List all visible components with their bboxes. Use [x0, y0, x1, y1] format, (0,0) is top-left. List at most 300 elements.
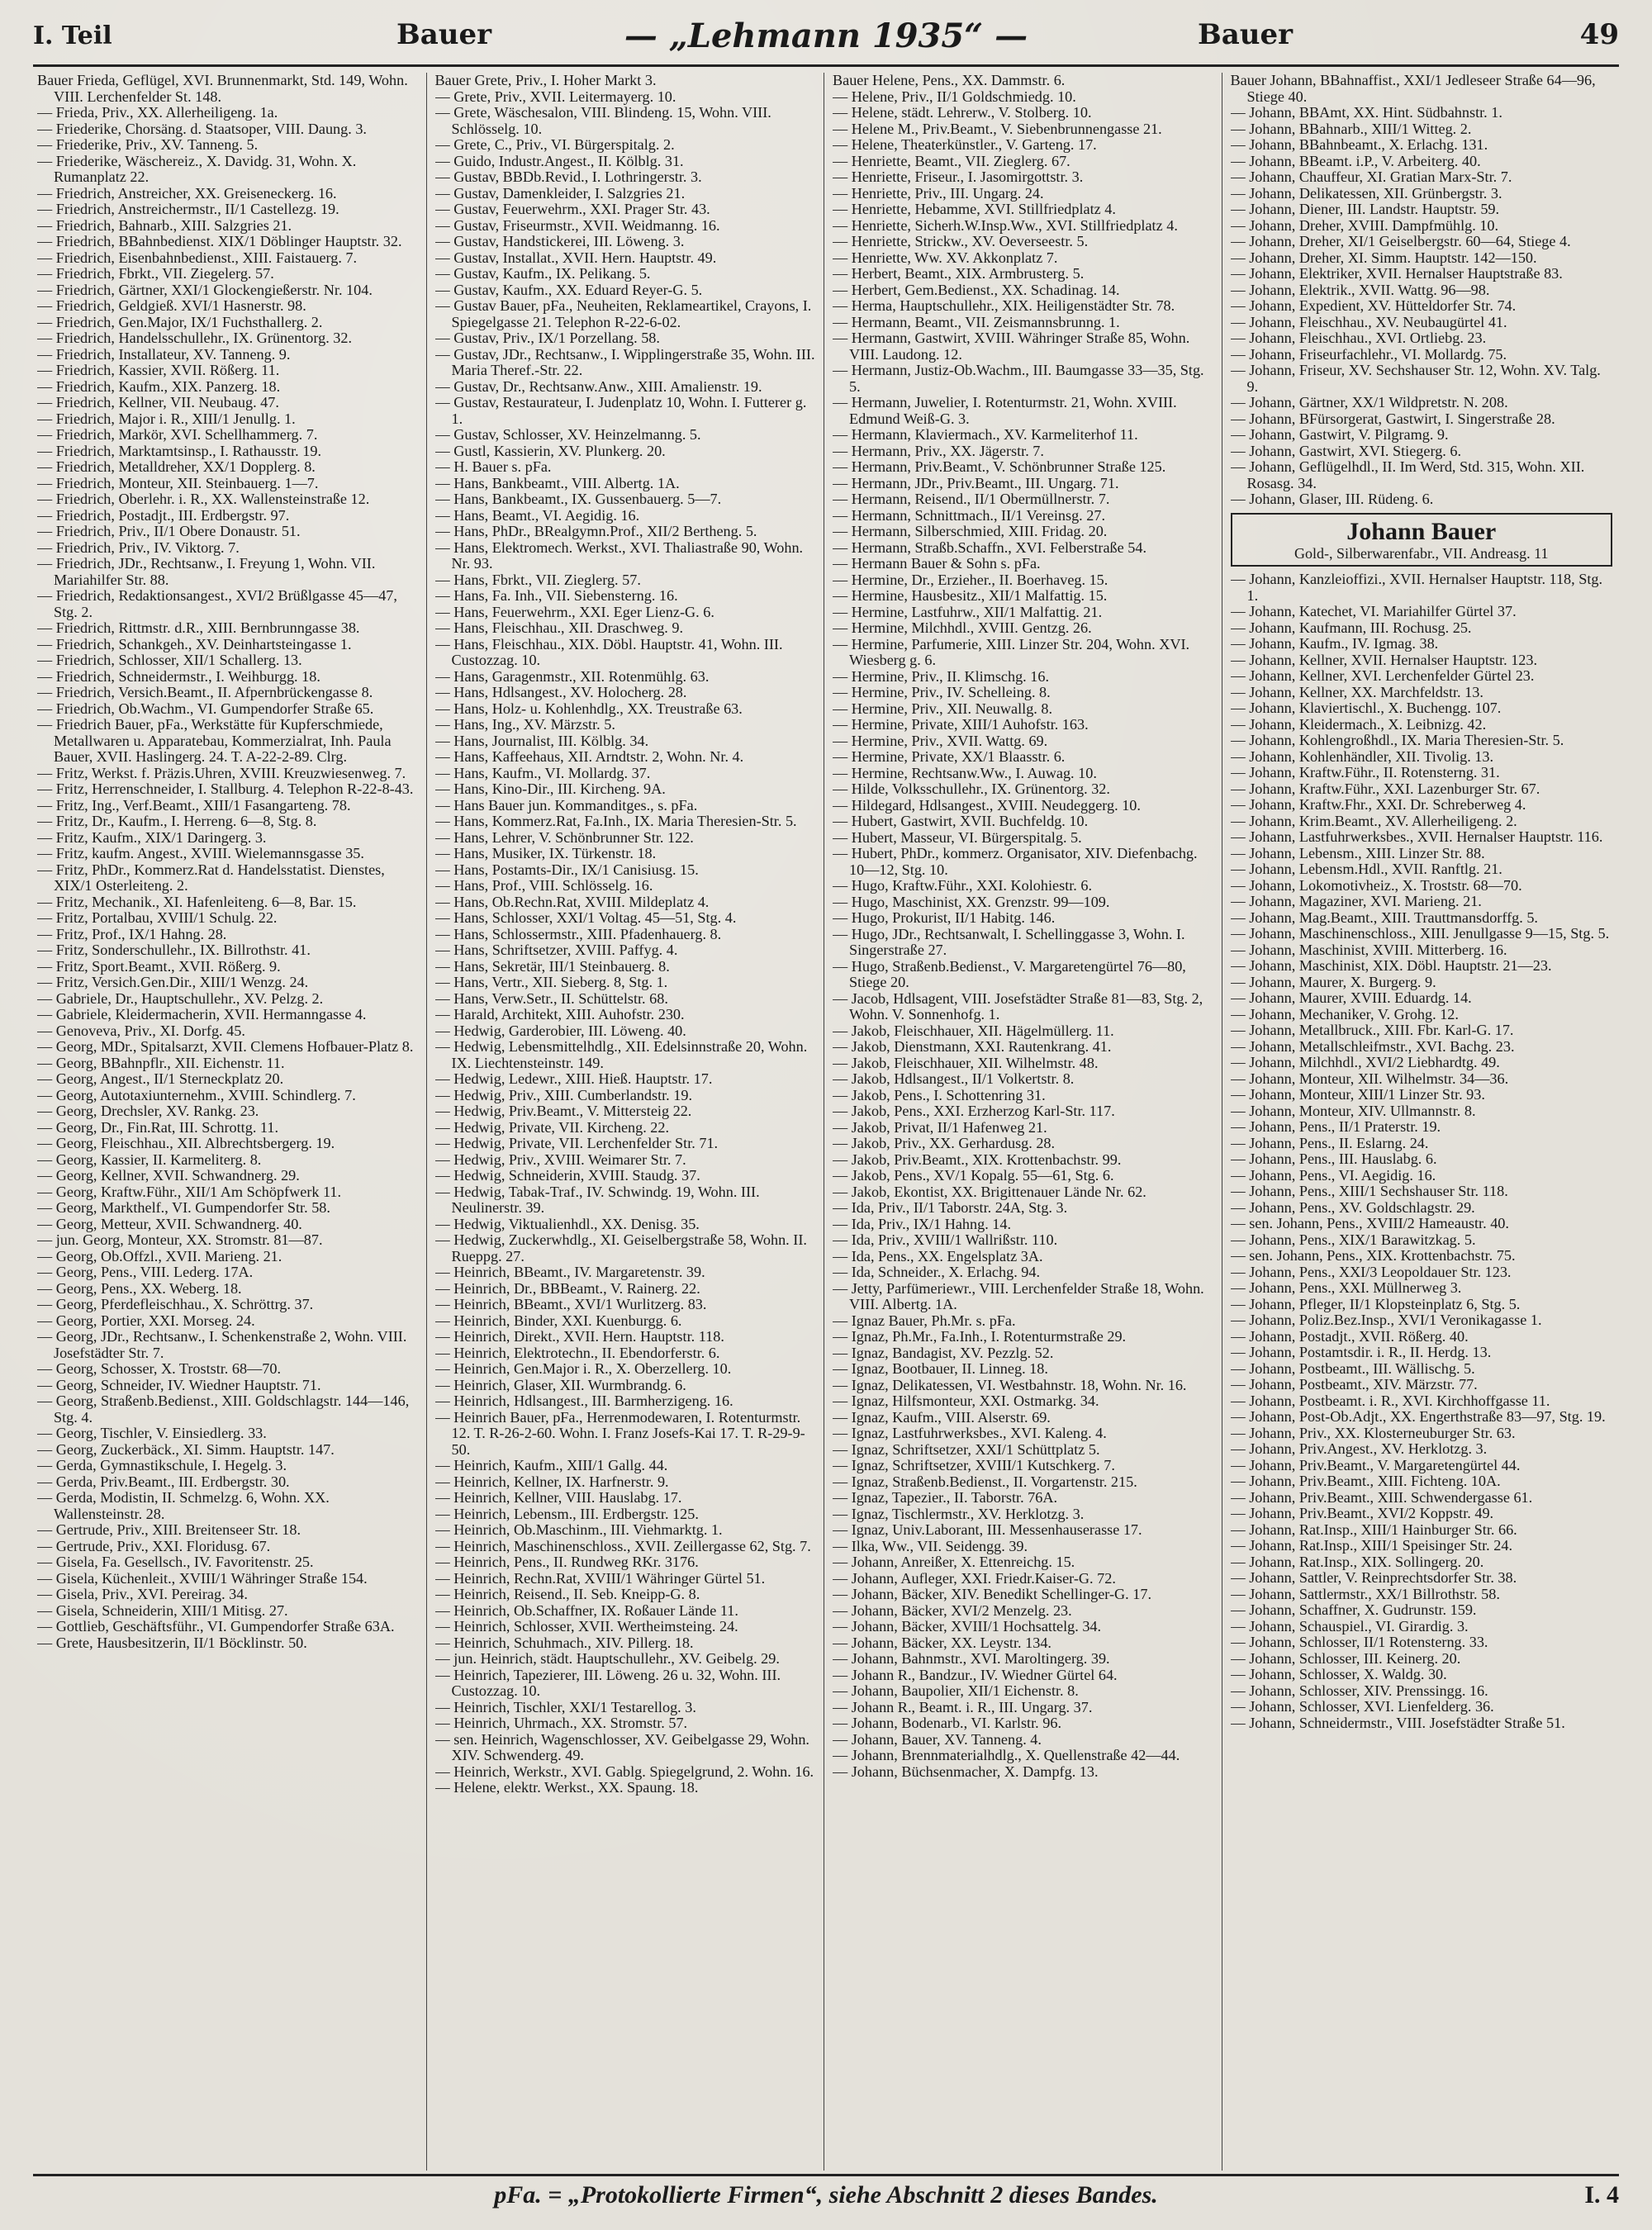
directory-entry: — Herbert, Beamt., XIX. Armbrusterg. 5. [833, 265, 1085, 282]
directory-entry: — Gustav, Kaufm., XX. Eduard Reyer-G. 5. [434, 281, 703, 298]
directory-entry: Bauer Grete, Priv., I. Hoher Markt 3. [434, 73, 657, 88]
directory-entry: — Heinrich, Schlosser, XVII. Wertheimsteing. 24. [434, 1618, 738, 1635]
directory-entry: — Fritz, Sport.Beamt., XVII. Rößerg. 9. [37, 957, 281, 975]
directory-entry: — Henriette, Friseur., I. Jasomirgottstr. 3. [833, 168, 1084, 185]
directory-entry: — Heinrich, Tapezierer, III. Löweng. 26 u. 32, Wohn. III. Custozzag. 10. [434, 1666, 781, 1699]
directory-entry: — Hedwig, Ledewr., XIII. Hieß. Hauptstr. 17. [434, 1070, 713, 1087]
directory-entry: — Friedrich, Kaufm., XIX. Panzerg. 18. [37, 377, 281, 395]
directory-entry: — Johann, Brennmaterialhdlg., X. Quellenstraße 42—44. [833, 1747, 1180, 1763]
directory-entry: — Johann, BFürsorgerat, Gastwirt, I. Singerstraße 28. [1230, 410, 1555, 427]
section-label: I. Teil [33, 21, 112, 50]
directory-entry: — Herbert, Gem.Bedienst., XX. Schadinag. 14. [833, 281, 1120, 298]
directory-entry: — Hildegard, Hdlsangest., XVIII. Neudeggerg. 10. [833, 796, 1141, 814]
directory-entry: — sen. Johann, Pens., XVIII/2 Hameaustr. 40. [1230, 1215, 1509, 1231]
directory-entry: — Heinrich, Kellner, IX. Harfnerstr. 9. [434, 1473, 669, 1490]
directory-entry: — Fritz, Ing., Verf.Beamt., XIII/1 Fasangarteng. 78. [37, 796, 351, 814]
directory-entry: — Herma, Hauptschullehr., XIX. Heiligenstädter Str. 78. [833, 297, 1175, 314]
directory-entry: — Johann, Aufleger, XXI. Friedr.Kaiser-G. 72. [833, 1569, 1116, 1587]
directory-entry: — Hans, Kaufm., VI. Mollardg. 37. [434, 764, 651, 781]
sheet-signature: I. 4 [1584, 2181, 1619, 2209]
directory-entry: — Heinrich, Kaufm., XIII/1 Gallg. 44. [434, 1457, 668, 1473]
directory-entry: — Friedrich, Ob.Wachm., VI. Gumpendorfer Straße 65. [37, 700, 374, 717]
directory-entry: — Johann, Schaffner, X. Gudrunstr. 159. [1230, 1601, 1477, 1618]
directory-entry: — Gustav, Priv., IX/1 Porzellang. 58. [434, 330, 660, 346]
directory-entry: — Ida, Schneider., X. Erlachg. 94. [833, 1264, 1041, 1280]
directory-entry: — Fritz, PhDr., Kommerz.Rat d. Handelsstatist. Dienstes, XIX/1 Osterleiteng. 2. [37, 861, 385, 894]
directory-entry: — Hans, Prof., VIII. Schlösselg. 16. [434, 877, 653, 894]
directory-entry: — Gustav, Restaurateur, I. Judenplatz 10, Wohn. I. Futterer g. 1. [434, 394, 807, 427]
directory-entry: — Heinrich, Glaser, XII. Wurmbrandg. 6. [434, 1376, 686, 1393]
directory-entry: — Gustav, Damenkleider, I. Salzgries 21. [434, 184, 686, 202]
directory-entry: — Friedrich, Schankgeh., XV. Deinhartsteingasse 1. [37, 635, 352, 652]
directory-entry: — Georg, Kraftw.Führ., XII/1 Am Schöpfwerk 11. [37, 1183, 342, 1200]
directory-entry: — Johann, Bäcker, XX. Leystr. 134. [833, 1634, 1051, 1651]
directory-entry: — Gustav, BBDb.Revid., I. Lothringerstr. 3. [434, 168, 702, 185]
directory-entry: — Hedwig, Tabak-Traf., IV. Schwindg. 19, Wohn. III. Neulinerstr. 39. [434, 1183, 760, 1216]
directory-entry: — Georg, Tischler, V. Einsiedlerg. 33. [37, 1425, 267, 1441]
directory-entry: — Hermine, Dr., Erzieher., II. Boerhaveg. 15. [833, 571, 1108, 588]
directory-entry: — Johann, Bodenarb., VI. Karlstr. 96. [833, 1715, 1061, 1731]
directory-entry: — Ignaz Bauer, Ph.Mr. s. pFa. [833, 1312, 1016, 1329]
directory-entry: — Johann, Pens., XIX/1 Barawitzkag. 5. [1230, 1231, 1476, 1248]
directory-entry: — Hans, Fa. Inh., VII. Siebensterng. 16. [434, 587, 678, 604]
directory-entry: — Friedrich, Priv., II/1 Obere Donaustr. 51. [37, 523, 301, 539]
directory-entry: — Hermine, Priv., XVII. Wattg. 69. [833, 732, 1048, 749]
directory-entry: — Gabriele, Dr., Hauptschullehr., XV. Pelzg. 2. [37, 989, 324, 1007]
directory-entry: — Friedrich, Kassier, XVII. Rößerg. 11. [37, 362, 280, 378]
directory-entry: — Johann, Friseur, XV. Sechshauser Str. 12, Wohn. XV. Talg. 9. [1230, 362, 1601, 395]
directory-entry: — Johann, Rat.Insp., XIII/1 Speisinger Str. 24. [1230, 1537, 1512, 1554]
directory-entry: — Johann, Fleischhau., XVI. Ortliebg. 23. [1230, 330, 1487, 346]
directory-entry: — Johann, Geflügelhdl., II. Im Werd, Std. 315, Wohn. XII. Rosasg. 34. [1230, 458, 1585, 491]
running-name-left: Bauer [396, 18, 492, 51]
directory-entry: — Friederike, Priv., XV. Tanneng. 5. [37, 136, 259, 153]
directory-entry: — Hans, Postamts-Dir., IX/1 Canisiusg. 15. [434, 861, 699, 878]
directory-entry: — Johann, Kraftw.Führ., XXI. Lazenburger Str. 67. [1230, 780, 1540, 797]
directory-entry: — Helene, städt. Lehrerw., V. Stolberg. 10. [833, 104, 1092, 121]
directory-entry: — Hermine, Priv., IV. Schelleing. 8. [833, 684, 1051, 700]
directory-entry: — Johann, Maurer, XVIII. Eduardg. 14. [1230, 989, 1472, 1006]
directory-entry: — Johann, Priv.Beamt., XIII. Schwendergasse 61. [1230, 1488, 1533, 1506]
directory-entry: — Heinrich, Werkstr., XVI. Gablg. Spiegelgrund, 2. Wohn. 16. [434, 1763, 814, 1780]
directory-entry: — Johann, Schauspiel., VI. Girardig. 3. [1230, 1617, 1469, 1635]
directory-entry: — Johann, Priv., XX. Klosterneuburger Str. 63. [1230, 1424, 1516, 1441]
directory-entry: — Georg, Autotaxiunternehm., XVIII. Schindlerg. 7. [37, 1086, 356, 1103]
directory-entry: — Gisela, Küchenleit., XVIII/1 Währinger Straße 154. [37, 1569, 368, 1587]
directory-entry: — Hugo, Maschinist, XX. Grenzstr. 99—109. [833, 893, 1110, 910]
directory-entry: — Johann, Kellner, XVI. Lerchenfelder Gürtel 23. [1230, 667, 1535, 684]
directory-entry: — Hans, Lehrer, V. Schönbrunner Str. 122. [434, 828, 694, 846]
directory-entry: — Johann, Kraftw.Fhr., XXI. Dr. Schreberweg 4. [1230, 796, 1526, 813]
directory-entry: — Friedrich, Installateur, XV. Tanneng. 9. [37, 345, 291, 363]
directory-entry: — Johann, Delikatessen, XII. Grünbergstr. 3. [1230, 184, 1502, 202]
directory-entry: — Johann, Lebensm., XIII. Linzer Str. 88. [1230, 844, 1485, 861]
directory-entry: — Johann, Friseurfachlehr., VI. Mollardg. 75. [1230, 345, 1507, 363]
directory-entry: — Gisela, Priv., XVI. Pereirag. 34. [37, 1586, 248, 1602]
directory-entry: — Johann R., Beamt. i. R., III. Ungarg. 37. [833, 1698, 1093, 1715]
directory-entry: — Hermann, Justiz-Ob.Wachm., III. Baumgasse 33—35, Stg. 5. [833, 362, 1204, 395]
directory-entry: — Johann, Pens., VI. Aegidig. 16. [1230, 1166, 1436, 1184]
directory-entry: — Johann, Maschinenschloss., XIII. Jenullgasse 9—15, Stg. 5. [1230, 925, 1610, 942]
directory-entry: — Heinrich, Maschinenschloss., XVII. Zeillergasse 62, Stg. 7. [434, 1537, 811, 1554]
directory-entry: — Heinrich, Rechn.Rat, XVIII/1 Währinger Gürtel 51. [434, 1569, 766, 1587]
directory-entry: — Hans, Schlossermstr., XIII. Pfadenhauerg. 8. [434, 925, 722, 942]
directory-entry: — Johann, Anreißer, X. Ettenreichg. 15. [833, 1554, 1075, 1570]
directory-entry: — Georg, Schneider, IV. Wiedner Hauptstr. 71. [37, 1376, 321, 1393]
directory-entry: — Gustav, JDr., Rechtsanw., I. Wipplingerstraße 35, Wohn. III. Maria Theref.-Str. 22. [434, 345, 815, 378]
directory-entry: — Ignaz, Straßenb.Bedienst., II. Vorgartenstr. 215. [833, 1473, 1137, 1490]
directory-entry: — Hans, Vertr., XII. Sieberg. 8, Stg. 1. [434, 974, 668, 990]
directory-entry: — Georg, Markthelf., VI. Gumpendorfer Str. 58. [37, 1199, 330, 1216]
directory-entry: — Johann, Rat.Insp., XIII/1 Hainburger Str. 66. [1230, 1521, 1517, 1538]
directory-entry: — Hans, Musiker, IX. Türkenstr. 18. [434, 845, 657, 861]
directory-entry: — Helene, Priv., II/1 Goldschmiedg. 10. [833, 88, 1076, 105]
directory-entry: — Hedwig, Private, VII. Lerchenfelder Str. 71. [434, 1135, 719, 1151]
directory-entry: — Hans, Fbrkt., VII. Zieglerg. 57. [434, 571, 641, 588]
directory-entry: — Johann, Pfleger, II/1 Klopsteinplatz 6, Stg. 5. [1230, 1295, 1521, 1312]
footer-note: pFa. = „Protokollierte Firmen“, siehe Abschnitt 2 dieses Bandes. [494, 2181, 1158, 2209]
directory-entry: — Johann, Bahnmstr., XVI. Maroltingerg. 39. [833, 1650, 1110, 1667]
directory-entry: — Georg, Kassier, II. Karmeliterg. 8. [37, 1151, 262, 1168]
directory-entry: — Ignaz, Schriftsetzer, XVIII/1 Kutschkerg. 7. [833, 1457, 1115, 1473]
directory-entry: — Georg, Straßenb.Bedienst., XIII. Goldschlagstr. 144—146, Stg. 4. [37, 1393, 410, 1426]
column-1 [37, 73, 427, 2171]
directory-entry: — Hermine, Priv., II. Klimschg. 16. [833, 667, 1049, 685]
directory-entry: — Ignaz, Lastfuhrwerksbes., XVI. Kaleng. 4. [833, 1425, 1107, 1441]
boxed-advertisement [1231, 513, 1613, 567]
directory-entry: — Johann, Bauer, XV. Tanneng. 4. [833, 1730, 1042, 1748]
directory-entry: — Gabriele, Kleidermacherin, XVII. Hermanngasse 4. [37, 1006, 367, 1022]
directory-entry: — Johann, Maurer, X. Burgerg. 9. [1230, 973, 1436, 990]
directory-entry: — Johann, Monteur, XIV. Ullmannstr. 8. [1230, 1102, 1476, 1119]
directory-entry: — Johann, Pens., XXI/3 Leopoldauer Str. 123. [1230, 1263, 1512, 1280]
directory-entry: — Johann, Pens., XIII/1 Sechshauser Str. 118. [1230, 1183, 1508, 1199]
directory-entry: — Hermann, Gastwirt, XVIII. Währinger Straße 85, Wohn. VIII. Laudong. 12. [833, 330, 1190, 363]
directory-entry: — Johann, Elektrik., XVII. Wattg. 96—98. [1230, 281, 1490, 298]
directory-entry: — Henriette, Beamt., VII. Zieglerg. 67. [833, 152, 1070, 169]
directory-entry: — Gustav, Feuerwehrm., XXI. Prager Str. 43. [434, 201, 710, 217]
directory-entry: — Friedrich, Handelsschullehr., IX. Grünentorg. 32. [37, 330, 353, 346]
directory-entry: — Friedrich, JDr., Rechtsanw., I. Freyung 1, Wohn. VII. Mariahilfer Str. 88. [37, 555, 376, 588]
directory-entry: — Johann, Schneidermstr., VIII. Josefstädter Straße 51. [1230, 1714, 1565, 1731]
directory-entry: — Georg, Schosser, X. Troststr. 68—70. [37, 1360, 282, 1377]
directory-entry: — Gustav, Friseurmstr., XVII. Weidmanng. 16. [434, 216, 720, 234]
directory-entry: — Georg, Kellner, XVII. Schwandnerg. 29. [37, 1167, 300, 1184]
directory-entry: — Johann, Katechet, VI. Mariahilfer Gürtel 37. [1230, 603, 1517, 619]
directory-entry: — Johann, Lastfuhrwerksbes., XVII. Hernalser Hauptstr. 116. [1230, 828, 1603, 845]
directory-entry: — Friedrich, Gen.Major, IX/1 Fuchsthallerg. 2. [37, 313, 323, 330]
directory-entry: — Johann, Rat.Insp., XIX. Sollingerg. 20. [1230, 1553, 1484, 1570]
directory-entry: — Hubert, PhDr., kommerz. Organisator, XIV. Diefenbachg. 10—12, Stg. 10. [833, 845, 1198, 878]
directory-entry: — Hermann, Silberschmied, XIII. Fridag. 20. [833, 523, 1108, 539]
directory-entry: — Johann, Gastwirt, XVI. Stiegerg. 6. [1230, 442, 1462, 459]
directory-entry: — Ignaz, Ph.Mr., Fa.Inh., I. Rotenturmstraße 29. [833, 1328, 1127, 1345]
directory-entry: — Henriette, Hebamme, XVI. Stillfriedplatz 4. [833, 201, 1116, 217]
directory-entry: — Georg, Pens., XX. Weberg. 18. [37, 1279, 242, 1297]
directory-entry: — Hans, Bankbeamt., VIII. Albertg. 1A. [434, 474, 680, 491]
directory-entry: — Hermine, Private, XX/1 Blaasstr. 6. [833, 748, 1066, 765]
directory-entry: — Ignaz, Bandagist, XV. Pezzlg. 52. [833, 1344, 1054, 1361]
directory-entry: — Hermine, Rechtsanw.Ww., I. Auwag. 10. [833, 764, 1097, 781]
directory-entry: — Friedrich, Oberlehr. i. R., XX. Wallensteinstraße 12. [37, 491, 370, 507]
directory-entry: — Ilka, Ww., VII. Seidengg. 39. [833, 1537, 1028, 1554]
directory-entry: — Hermine, Lastfuhrw., XII/1 Malfattig. 21. [833, 603, 1103, 620]
directory-entry: — Johann, Postbeamt., III. Wällischg. 5. [1230, 1359, 1475, 1377]
directory-entry: — Friedrich, Rittmstr. d.R., XIII. Bernbrunngasse 38. [37, 619, 360, 636]
directory-entry: — Ida, Pens., XX. Engelsplatz 3A. [833, 1247, 1043, 1264]
directory-entry: — Hans, Ob.Rechn.Rat, XVIII. Mildeplatz 4. [434, 893, 710, 910]
directory-entry: — Gisela, Fa. Gesellsch., IV. Favoritenstr. 25. [37, 1554, 314, 1570]
directory-entry: — Hermann, JDr., Priv.Beamt., III. Ungarg. 71. [833, 474, 1119, 491]
header-rule [33, 64, 1619, 67]
directory-entry: — Fritz, Werkst. f. Präzis.Uhren, XVIII. Kreuzwiesenweg. 7. [37, 764, 406, 781]
directory-entry: — Hans, Kommerz.Rat, Fa.Inh., IX. Maria Theresien-Str. 5. [434, 813, 797, 829]
directory-entry: — Johann, Chauffeur, XI. Gratian Marx-Str. 7. [1230, 168, 1512, 185]
directory-entry: — Hans, Beamt., VI. Aegidig. 16. [434, 506, 640, 524]
directory-entry: — Gerda, Gymnastikschule, I. Hegelg. 3. [37, 1457, 287, 1473]
directory-entry: — Johann, Büchsenmacher, X. Dampfg. 13. [833, 1763, 1099, 1780]
directory-entry: — Johann, Kohlengroßhdl., IX. Maria Theresien-Str. 5. [1230, 732, 1564, 748]
directory-entry: — Jakob, Pens., XXI. Erzherzog Karl-Str. 117. [833, 1103, 1115, 1119]
directory-entry: — Johann, Gärtner, XX/1 Wildpretstr. N. 208. [1230, 394, 1508, 410]
directory-entry: — Johann, BBahnarb., XIII/1 Witteg. 2. [1230, 120, 1472, 137]
directory-entry: — Georg, Pens., VIII. Lederg. 17A. [37, 1264, 254, 1280]
directory-entry: — Johann, Postbeamt., XIV. Märzstr. 77. [1230, 1376, 1478, 1393]
directory-entry: — Johann, Kaufmann, III. Rochusg. 25. [1230, 619, 1472, 636]
directory-entry: — Johann, Post-Ob.Adjt., XX. Engerthstraße 83—97, Stg. 19. [1230, 1408, 1606, 1425]
directory-entry: — Gerda, Priv.Beamt., III. Erdbergstr. 30. [37, 1473, 290, 1490]
directory-entry: — Johann R., Bandzur., IV. Wiedner Gürtel 64. [833, 1666, 1118, 1683]
page-header [33, 17, 1619, 58]
directory-entry: — Hedwig, Garderobier, III. Löweng. 40. [434, 1022, 686, 1039]
directory-entry: — Johann, Pens., XV. Goldschlagstr. 29. [1230, 1198, 1475, 1216]
directory-entry: Bauer Johann, BBahnaffist., XXI/1 Jedleseer Straße 64—96, Stiege 40. [1230, 73, 1596, 105]
directory-entry: — Hans, Holz- u. Kohlenhdlg., XX. Treustraße 63. [434, 700, 743, 717]
directory-entry: — Hermann, Priv., XX. Jägerstr. 7. [833, 442, 1044, 459]
directory-entry: — Jakob, Pens., I. Schottenring 31. [833, 1086, 1046, 1103]
directory-entry: — Hans Bauer jun. Kommanditges., s. pFa. [434, 796, 698, 814]
directory-entry: — Johann, Kellner, XVII. Hernalser Hauptstr. 123. [1230, 651, 1538, 668]
directory-entry: — Johann, Kohlenhändler, XII. Tivolig. 13. [1230, 747, 1494, 765]
directory-entry: — Hermine, Hausbesitz., XII/1 Malfattig. 15. [833, 587, 1108, 604]
directory-entry: — Heinrich, Direkt., XVII. Hern. Hauptstr. 118. [434, 1328, 724, 1345]
directory-entry: — Johann, Lebensm.Hdl., XVII. Ranftlg. 21. [1230, 861, 1502, 877]
directory-entry: — Hans, Schlosser, XXI/1 Voltag. 45—51, Stg. 4. [434, 909, 737, 926]
directory-entry: — Georg, Zuckerbäck., XI. Simm. Hauptstr. 147. [37, 1440, 335, 1458]
directory-entry: — Johann, Dreher, XI/1 Geiselbergstr. 60—64, Stiege 4. [1230, 233, 1571, 249]
directory-entry: — Heinrich, BBeamt., IV. Margaretenstr. 39. [434, 1264, 705, 1280]
directory-entry: — Georg, Ob.Offzl., XVII. Marieng. 21. [37, 1247, 282, 1264]
directory-entry: — Harald, Architekt, XIII. Auhofstr. 230. [434, 1006, 685, 1022]
directory-entry: — Hans, Sekretär, III/1 Steinbauerg. 8. [434, 957, 670, 975]
directory-entry: — Johann, Bäcker, XVIII/1 Hochsattelg. 34. [833, 1618, 1102, 1635]
directory-entry: — Fritz, Portalbau, XVIII/1 Schulg. 22. [37, 909, 278, 926]
directory-entry: — Ignaz, Univ.Laborant, III. Messenhauserasse 17. [833, 1521, 1142, 1538]
directory-entry: — Georg, Portier, XXI. Morseg. 24. [37, 1312, 255, 1329]
directory-entry: — Friederike, Chorsäng. d. Staatsoper, VIII. Daung. 3. [37, 120, 367, 137]
directory-entry: — Johann, Monteur, XII. Wilhelmstr. 34—36. [1230, 1070, 1509, 1087]
directory-entry: — Johann, Dreher, XVIII. Dampfmühlg. 10. [1230, 216, 1499, 234]
directory-entry: — Friedrich, Versich.Beamt., II. Afpernbrückengasse 8. [37, 684, 373, 700]
directory-entry: — Friedrich, Kellner, VII. Neubaug. 47. [37, 394, 279, 410]
directory-entry: — Hermine, Parfumerie, XIII. Linzer Str. 204, Wohn. XVI. Wiesberg g. 6. [833, 635, 1190, 668]
directory-entry: — Genoveva, Priv., XI. Dorfg. 45. [37, 1022, 245, 1039]
running-name-right: Bauer [1198, 18, 1294, 51]
directory-entry: — Johann, Dreher, XI. Simm. Hauptstr. 142—150. [1230, 249, 1537, 266]
directory-entry: — Heinrich, Hdlsangest., III. Barmherzigeng. 16. [434, 1393, 733, 1409]
directory-entry: — Hermine, Milchhdl., XVIII. Gentzg. 26. [833, 619, 1092, 636]
directory-entry: — Gustav, Handstickerei, III. Löweng. 3. [434, 233, 685, 249]
directory-entry: — Hermine, Private, XIII/1 Auhofstr. 163. [833, 716, 1089, 733]
directory-entry: — Friedrich, Priv., IV. Viktorg. 7. [37, 539, 240, 556]
directory-entry: — Heinrich, Elektrotechn., II. Ebendorferstr. 6. [434, 1344, 720, 1361]
directory-entry: — Gustav, Kaufm., IX. Pelikang. 5. [434, 265, 651, 282]
directory-entry: — Johann, Pens., III. Hauslabg. 6. [1230, 1151, 1437, 1167]
directory-entry: — Hedwig, Viktualienhdl., XX. Denisg. 35. [434, 1215, 700, 1232]
directory-entry: — Hugo, Prokurist, II/1 Habitg. 146. [833, 909, 1056, 926]
box-title: Johann Bauer [1346, 517, 1497, 545]
directory-entry: — Friedrich, Anstreichermstr., II/1 Castellezg. 19. [37, 201, 339, 217]
directory-entry: — Johann, Mag.Beamt., XIII. Trauttmansdorffg. 5. [1230, 909, 1538, 926]
directory-entry: — Jakob, Priv., XX. Gerhardusg. 28. [833, 1135, 1056, 1151]
directory-entry: — Johann, BBeamt. i.P., V. Arbeiterg. 40. [1230, 152, 1481, 169]
directory-entry: — Hedwig, Priv., XIII. Cumberlandstr. 19. [434, 1086, 693, 1103]
directory-entry: — Gottlieb, Geschäftsführ., VI. Gumpendorfer Straße 63A. [37, 1618, 395, 1635]
directory-entry: — Fritz, Mechanik., XI. Hafenleiteng. 6—8, Bar. 15. [37, 893, 357, 910]
directory-entry: — Fritz, Sonderschullehr., IX. Billrothstr. 41. [37, 942, 311, 958]
directory-entry: — Ida, Priv., IX/1 Hahng. 14. [833, 1215, 1012, 1232]
directory-entry: — Johann, Priv.Beamt., XVI/2 Koppstr. 49. [1230, 1505, 1494, 1521]
directory-entry: — Johann, Schlosser, II/1 Rotensterng. 33. [1230, 1634, 1488, 1650]
directory-entry: — Friedrich, Schlosser, XII/1 Schallerg. 13. [37, 652, 302, 668]
directory-entry: — Hans, Journalist, III. Kölblg. 34. [434, 732, 649, 749]
directory-entry: — Hedwig, Schneiderin, XVIII. Staudg. 37. [434, 1167, 700, 1184]
directory-entry: — Georg, Fleischhau., XII. Albrechtsbergerg. 19. [37, 1135, 335, 1151]
directory-entry: — Johann, Diener, III. Landstr. Hauptstr. 59. [1230, 201, 1500, 217]
directory-entry: — Heinrich, BBeamt., XVI/1 Wurlitzerg. 83. [434, 1296, 707, 1312]
directory-entry: — Johann, Expedient, XV. Hütteldorfer Str. 74. [1230, 297, 1517, 314]
directory-entry: — Henriette, Priv., III. Ungarg. 24. [833, 184, 1044, 202]
column-3 [833, 73, 1222, 2171]
directory-entry: — Friedrich, Marktamtsinsp., I. Rathausstr. 19. [37, 442, 322, 459]
directory-entry: — Heinrich, Lebensm., III. Erdbergstr. 125. [434, 1505, 699, 1522]
directory-entry: — Johann, Kraftw.Führ., II. Rotensterng. 31. [1230, 764, 1500, 780]
directory-entry: — Hans, Verw.Setr., II. Schüttelstr. 68. [434, 989, 668, 1007]
directory-entry: — Jakob, Priv.Beamt., XIX. Krottenbachstr. 99. [833, 1151, 1122, 1168]
directory-entry: — Johann, Kanzleioffizi., XVII. Hernalser Hauptstr. 118, Stg. 1. [1230, 571, 1603, 604]
directory-entry: — Johann, Schlosser, XIV. Prenssingg. 16. [1230, 1682, 1488, 1699]
directory-entry: — Johann, Krim.Beamt., XV. Allerheiligeng. 2. [1230, 812, 1517, 829]
directory-entry: — Gustav, Schlosser, XV. Heinzelmanng. 5. [434, 426, 701, 443]
directory-entry: — Heinrich, Schuhmach., XIV. Pillerg. 18. [434, 1634, 694, 1651]
directory-entry: — Fritz, Dr., Kaufm., I. Herreng. 6—8, Stg. 8. [37, 813, 317, 829]
directory-entry: — Guido, Industr.Angest., II. Kölblg. 31. [434, 152, 684, 169]
directory-entry: — Johann, Pens., II. Eslarng. 24. [1230, 1134, 1429, 1151]
directory-entry: — sen. Heinrich, Wagenschlosser, XV. Geibelgasse 29, Wohn. XIV. Schwenderg. 49. [434, 1730, 809, 1763]
directory-entry: — Hugo, JDr., Rechtsanwalt, I. Schellinggasse 3, Wohn. I. Singerstraße 27. [833, 925, 1185, 958]
directory-entry: — Johann, Postadjt., XVII. Rößerg. 40. [1230, 1327, 1469, 1345]
directory-entry: — Johann, Schlosser, X. Waldg. 30. [1230, 1666, 1447, 1682]
directory-entry: — Johann, Mechaniker, V. Grohg. 12. [1230, 1005, 1459, 1022]
directory-entry: — Johann, Sattler, V. Reinprechtsdorfer Str. 38. [1230, 1569, 1517, 1586]
directory-entry: — Johann, Sattlermstr., XX/1 Billrothstr. 58. [1230, 1585, 1500, 1602]
directory-entry: — Heinrich, Uhrmach., XX. Stromstr. 57. [434, 1715, 688, 1731]
directory-entry: — Hedwig, Priv.Beamt., V. Mittersteig 22. [434, 1103, 692, 1119]
directory-entry: — Gustl, Kassierin, XV. Plunkerg. 20. [434, 442, 666, 459]
directory-entry: — Gertrude, Priv., XIII. Breitenseer Str. 18. [37, 1521, 301, 1538]
directory-entry: — Friedrich, Major i. R., XIII/1 Jenullg. 1. [37, 410, 296, 427]
column-2 [435, 73, 825, 2171]
directory-entry: — Friedrich, Geldgieß. XVI/1 Hasnerstr. 98. [37, 297, 306, 314]
directory-entry: — Friedrich, Monteur, XII. Steinbauerg. 1—7. [37, 474, 319, 491]
directory-entry: — Jakob, Hdlsangest., II/1 Volkertstr. 8. [833, 1070, 1075, 1087]
directory-entry: — Georg, Dr., Fin.Rat, III. Schrottg. 11. [37, 1118, 278, 1136]
directory-entry: — Gustav, Dr., Rechtsanw.Anw., XIII. Amalienstr. 19. [434, 377, 762, 395]
directory-entry: — Hugo, Straßenb.Bedienst., V. Margaretengürtel 76—80, Stiege 20. [833, 957, 1186, 990]
directory-entry: — Johann, Magaziner, XVI. Marieng. 21. [1230, 893, 1482, 909]
directory-entry: — Gisela, Schneiderin, XIII/1 Mitisg. 27. [37, 1601, 288, 1619]
directory-entry: — Heinrich, Ob.Schaffner, IX. Roßauer Lände 11. [434, 1601, 738, 1619]
directory-columns [37, 73, 1619, 2171]
directory-entry: — Grete, C., Priv., VI. Bürgerspitalg. 2. [434, 136, 675, 153]
directory-entry: — H. Bauer s. pFa. [434, 458, 552, 475]
directory-entry: — Hans, Fleischhau., XII. Draschweg. 9. [434, 619, 684, 636]
directory-entry: — Jakob, Fleischhauer, XII. Wilhelmstr. 48. [833, 1054, 1099, 1071]
directory-entry: — Hermann, Beamt., VII. Zeismannsbrunng. 1. [833, 313, 1120, 330]
directory-entry: — Johann, Postbeamt. i. R., XVI. Kirchhoffgasse 11. [1230, 1392, 1550, 1409]
directory-entry: — Helene M., Priv.Beamt., V. Siebenbrunnengasse 21. [833, 120, 1162, 137]
directory-entry: — Johann, Metallschleifmstr., XVI. Bachg. 23. [1230, 1037, 1515, 1055]
directory-entry: — Jakob, Privat, II/1 Hafenweg 21. [833, 1118, 1047, 1136]
directory-entry: — Johann, Bäcker, XIV. Benedikt Schellinger-G. 17. [833, 1586, 1151, 1602]
directory-entry: — Heinrich, Binder, XXI. Kuenburgg. 6. [434, 1312, 682, 1329]
directory-entry: — Georg, BBahnpflr., XII. Eichenstr. 11. [37, 1054, 285, 1071]
directory-entry: — Johann, Schlosser, XVI. Lienfelderg. 36. [1230, 1698, 1494, 1715]
directory-entry: — Friedrich, Redaktionsangest., XVI/2 Brüßlgasse 45—47, Stg. 2. [37, 587, 397, 620]
directory-entry: — Hedwig, Private, VII. Kircheng. 22. [434, 1118, 670, 1136]
directory-entry: — Johann, Schlosser, III. Keinerg. 20. [1230, 1649, 1461, 1667]
directory-entry: — jun. Georg, Monteur, XX. Stromstr. 81—87. [37, 1231, 323, 1248]
directory-entry: — Johann, BBahnbeamt., X. Erlachg. 131. [1230, 136, 1488, 153]
directory-entry: — Hans, Hdlsangest., XV. Holocherg. 28. [434, 684, 687, 700]
directory-entry: — Hermann, Priv.Beamt., V. Schönbrunner Straße 125. [833, 458, 1166, 475]
directory-entry: — Friederike, Wäschereiz., X. Davidg. 31, Wohn. X. Rumanplatz 22. [37, 152, 357, 185]
directory-entry: — Grete, Hausbesitzerin, II/1 Böcklinstr. 50. [37, 1634, 307, 1651]
page-footer [33, 2174, 1619, 2214]
directory-entry: — Heinrich, Tischler, XXI/1 Testarellog. 3. [434, 1698, 696, 1715]
column-4 [1231, 73, 1620, 2171]
directory-entry: — Friedrich, Markör, XVI. Schellhammerg. 7. [37, 426, 318, 443]
directory-entry: — Georg, Metteur, XVII. Schwandnerg. 40. [37, 1215, 302, 1232]
directory-entry: — Ignaz, Schriftsetzer, XXI/1 Schüttplatz 5. [833, 1440, 1100, 1458]
directory-entry: — Johann, Poliz.Bez.Insp., XVI/1 Veronikagasse 1. [1230, 1312, 1542, 1328]
directory-entry: — Johann, Elektriker, XVII. Hernalser Hauptstraße 83. [1230, 265, 1563, 282]
directory-entry: — Fritz, Kaufm., XIX/1 Daringerg. 3. [37, 828, 267, 846]
directory-entry: — Hubert, Gastwirt, XVII. Buchfeldg. 10. [833, 813, 1089, 829]
directory-entry: — Georg, JDr., Rechtsanw., I. Schenkenstraße 2, Wohn. VIII. Josefstädter Str. 7. [37, 1328, 407, 1361]
directory-entry: — Jakob, Fleischhauer, XII. Hägelmüllerg. 11. [833, 1022, 1114, 1039]
directory-entry: — Gustav Bauer, pFa., Neuheiten, Reklameartikel, Crayons, I. Spiegelgasse 21. Telephon R-22-6-02. [434, 297, 812, 330]
directory-entry: — Hans, Fleischhau., XIX. Döbl. Hauptstr. 41, Wohn. III. Custozzag. 10. [434, 635, 783, 668]
directory-entry: — Henriette, Sicherh.W.Insp.Ww., XVI. Stillfriedplatz 4. [833, 216, 1178, 234]
directory-entry: — Friedrich, Postadjt., III. Erdbergstr. 97. [37, 506, 290, 524]
directory-entry: — Hilde, Volksschullehr., IX. Grünentorg. 32. [833, 780, 1110, 797]
directory-entry: — Friedrich, Fbrkt., VII. Ziegelerg. 57. [37, 265, 274, 282]
directory-entry: — Georg, MDr., Spitalsarzt, XVII. Clemens Hofbauer-Platz 8. [37, 1038, 414, 1055]
directory-entry: — Johann, Priv.Beamt., V. Margaretengürtel 44. [1230, 1456, 1521, 1473]
directory-entry: — Grete, Wäschesalon, VIII. Blindeng. 15, Wohn. VIII. Schlösselg. 10. [434, 104, 771, 137]
directory-entry: — Georg, Pferdefleischhau., X. Schröttrg. 37. [37, 1296, 314, 1312]
